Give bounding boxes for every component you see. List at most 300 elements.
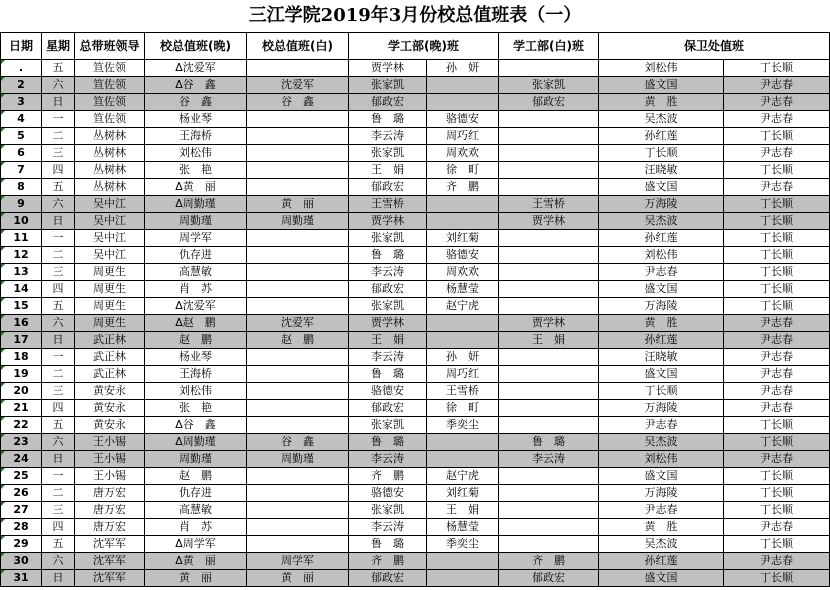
student-day-cell	[499, 468, 599, 485]
duty-night-cell: Δ黄 丽	[145, 179, 247, 196]
student-night-cell-1: 骆德安	[349, 485, 427, 502]
duty-day-cell	[247, 298, 349, 315]
weekday-cell: 日	[42, 332, 75, 349]
security-cell-2: 丁长顺	[724, 264, 830, 281]
date-cell: 13	[1, 264, 42, 281]
date-cell: 19	[1, 366, 42, 383]
duty-day-cell: 沈爱军	[247, 315, 349, 332]
table-row	[1, 349, 830, 366]
student-night-cell-1: 张家凯	[349, 417, 427, 434]
leader-cell: 丛树林	[75, 179, 145, 196]
table-row	[1, 434, 830, 451]
security-cell-2: 尹志春	[724, 145, 830, 162]
weekday-cell: 四	[42, 281, 75, 298]
leader-cell: 吴中江	[75, 196, 145, 213]
student-night-cell-2	[427, 213, 499, 230]
leader-cell: 丛树林	[75, 162, 145, 179]
student-night-cell-1: 李云涛	[349, 451, 427, 468]
duty-day-cell	[247, 179, 349, 196]
leader-cell: 周更生	[75, 281, 145, 298]
leader-cell: 沈军军	[75, 553, 145, 570]
duty-day-cell	[247, 128, 349, 145]
weekday-cell: 二	[42, 247, 75, 264]
leader-cell: 王小锡	[75, 451, 145, 468]
duty-day-cell	[247, 366, 349, 383]
leader-cell: 丛树林	[75, 128, 145, 145]
date-cell: 27	[1, 502, 42, 519]
weekday-cell: 一	[42, 230, 75, 247]
student-night-cell-1: 齐 鹏	[349, 553, 427, 570]
duty-night-cell: 赵 鹏	[145, 468, 247, 485]
duty-night-cell: 仇存进	[145, 485, 247, 502]
header-row	[1, 33, 830, 60]
student-night-cell-1: 张家凯	[349, 502, 427, 519]
student-night-cell-1: 郁政宏	[349, 94, 427, 111]
date-cell: 6	[1, 145, 42, 162]
weekday-cell: 二	[42, 128, 75, 145]
student-night-cell-2: 徐 町	[427, 162, 499, 179]
duty-day-cell	[247, 400, 349, 417]
security-cell-2: 丁长顺	[724, 502, 830, 519]
student-night-cell-1: 李云涛	[349, 519, 427, 536]
leader-cell: 周更生	[75, 264, 145, 281]
student-night-cell-2	[427, 434, 499, 451]
student-night-cell-2: 周欢欢	[427, 264, 499, 281]
duty-night-cell: 赵 鹏	[145, 332, 247, 349]
security-cell-1: 吴杰波	[599, 536, 724, 553]
weekday-cell: 三	[42, 383, 75, 400]
student-day-cell	[499, 383, 599, 400]
student-night-cell-1: 鲁 璐	[349, 536, 427, 553]
student-night-cell-2: 刘红菊	[427, 230, 499, 247]
student-night-cell-2: 王 娟	[427, 502, 499, 519]
duty-night-cell: 杨业琴	[145, 111, 247, 128]
security-cell-1: 汪晓敏	[599, 162, 724, 179]
duty-night-cell: 王海桥	[145, 128, 247, 145]
security-cell-1: 吴杰波	[599, 434, 724, 451]
student-night-cell-1: 李云涛	[349, 349, 427, 366]
student-night-cell-1: 贾学林	[349, 213, 427, 230]
duty-day-cell	[247, 264, 349, 281]
duty-night-cell: 刘松伟	[145, 145, 247, 162]
student-day-cell	[499, 502, 599, 519]
student-day-cell	[499, 519, 599, 536]
security-cell-1: 万海陵	[599, 400, 724, 417]
security-cell-2: 丁长顺	[724, 536, 830, 553]
security-cell-2: 丁长顺	[724, 247, 830, 264]
weekday-cell: 一	[42, 111, 75, 128]
duty-table	[0, 32, 830, 587]
duty-night-cell: 周勤瑾	[145, 451, 247, 468]
student-night-cell-2: 徐 町	[427, 400, 499, 417]
date-cell: 7	[1, 162, 42, 179]
leader-cell: 笪佐领	[75, 77, 145, 94]
weekday-cell: 四	[42, 162, 75, 179]
date-cell: 24	[1, 451, 42, 468]
table-row	[1, 485, 830, 502]
header-weekday: 星期	[42, 33, 75, 60]
security-cell-2: 尹志春	[724, 519, 830, 536]
weekday-cell: 五	[42, 298, 75, 315]
student-night-cell-2: 骆德安	[427, 111, 499, 128]
security-cell-2: 尹志春	[724, 553, 830, 570]
leader-cell: 笪佐领	[75, 94, 145, 111]
security-cell-2: 丁长顺	[724, 298, 830, 315]
table-row	[1, 536, 830, 553]
student-night-cell-1: 张家凯	[349, 230, 427, 247]
leader-cell: 周更生	[75, 298, 145, 315]
table-row	[1, 553, 830, 570]
student-night-cell-2: 刘红菊	[427, 485, 499, 502]
table-row	[1, 128, 830, 145]
weekday-cell: 五	[42, 179, 75, 196]
student-night-cell-1: 贾学林	[349, 315, 427, 332]
student-night-cell-1: 王雪桥	[349, 196, 427, 213]
leader-cell: 唐万宏	[75, 502, 145, 519]
security-cell-2: 丁长顺	[724, 485, 830, 502]
security-cell-2: 尹志春	[724, 94, 830, 111]
duty-day-cell	[247, 417, 349, 434]
leader-cell: 吴中江	[75, 213, 145, 230]
leader-cell: 武正林	[75, 366, 145, 383]
student-night-cell-1: 李云涛	[349, 264, 427, 281]
table-row	[1, 519, 830, 536]
security-cell-2: 尹志春	[724, 332, 830, 349]
date-cell: 10	[1, 213, 42, 230]
security-cell-2: 丁长顺	[724, 281, 830, 298]
security-cell-2: 尹志春	[724, 315, 830, 332]
security-cell-1: 黄 胜	[599, 94, 724, 111]
student-night-cell-2: 周欢欢	[427, 145, 499, 162]
student-day-cell	[499, 281, 599, 298]
table-row	[1, 502, 830, 519]
leader-cell: 黄安永	[75, 417, 145, 434]
student-night-cell-1: 鲁 璐	[349, 111, 427, 128]
date-cell: 2	[1, 77, 42, 94]
weekday-cell: 日	[42, 451, 75, 468]
security-cell-1: 万海陵	[599, 196, 724, 213]
student-day-cell	[499, 485, 599, 502]
duty-night-cell: 周学军	[145, 230, 247, 247]
security-cell-2: 尹志春	[724, 383, 830, 400]
student-day-cell: 郁政宏	[499, 570, 599, 587]
table-row	[1, 298, 830, 315]
duty-night-cell: 黄 丽	[145, 570, 247, 587]
student-night-cell-1: 郁政宏	[349, 179, 427, 196]
table-row	[1, 94, 830, 111]
student-night-cell-1: 齐 鹏	[349, 468, 427, 485]
duty-night-cell: 刘松伟	[145, 383, 247, 400]
table-row	[1, 315, 830, 332]
student-night-cell-1: 郁政宏	[349, 400, 427, 417]
duty-night-cell: Δ谷 鑫	[145, 417, 247, 434]
table-row	[1, 213, 830, 230]
student-day-cell	[499, 298, 599, 315]
duty-night-cell: 肖 苏	[145, 281, 247, 298]
student-night-cell-2: 周巧红	[427, 366, 499, 383]
student-night-cell-1: 张家凯	[349, 77, 427, 94]
weekday-cell: 六	[42, 315, 75, 332]
duty-day-cell	[247, 349, 349, 366]
student-night-cell-1: 骆德安	[349, 383, 427, 400]
student-night-cell-2: 周巧红	[427, 128, 499, 145]
student-day-cell	[499, 366, 599, 383]
student-day-cell: 鲁 璐	[499, 434, 599, 451]
student-night-cell-2: 季奕尘	[427, 536, 499, 553]
weekday-cell: 日	[42, 213, 75, 230]
security-cell-2: 丁长顺	[724, 570, 830, 587]
student-day-cell	[499, 230, 599, 247]
duty-night-cell: Δ赵 鹏	[145, 315, 247, 332]
security-cell-1: 黄 胜	[599, 315, 724, 332]
date-cell: 16	[1, 315, 42, 332]
duty-day-cell	[247, 60, 349, 77]
student-night-cell-2: 杨慧莹	[427, 281, 499, 298]
date-cell: 25	[1, 468, 42, 485]
duty-day-cell: 周勤瑾	[247, 451, 349, 468]
student-night-cell-2: 孙 妍	[427, 349, 499, 366]
table-body	[1, 60, 830, 587]
student-day-cell	[499, 536, 599, 553]
weekday-cell: 五	[42, 60, 75, 77]
student-night-cell-1: 鲁 璐	[349, 247, 427, 264]
student-night-cell-2	[427, 332, 499, 349]
duty-night-cell: 周勤瑾	[145, 213, 247, 230]
security-cell-1: 吴杰波	[599, 213, 724, 230]
weekday-cell: 一	[42, 349, 75, 366]
table-row	[1, 332, 830, 349]
weekday-cell: 六	[42, 77, 75, 94]
duty-day-cell: 黄 丽	[247, 196, 349, 213]
student-night-cell-1: 鲁 璐	[349, 366, 427, 383]
date-cell: 18	[1, 349, 42, 366]
security-cell-2: 丁长顺	[724, 128, 830, 145]
weekday-cell: 日	[42, 94, 75, 111]
leader-cell: 笪佐领	[75, 60, 145, 77]
student-night-cell-2: 杨慧莹	[427, 519, 499, 536]
duty-day-cell	[247, 519, 349, 536]
table-row	[1, 281, 830, 298]
date-cell: 21	[1, 400, 42, 417]
security-cell-1: 孙红莲	[599, 553, 724, 570]
student-night-cell-2: 孙 妍	[427, 60, 499, 77]
student-day-cell: 张家凯	[499, 77, 599, 94]
weekday-cell: 六	[42, 553, 75, 570]
security-cell-2: 尹志春	[724, 400, 830, 417]
header-duty-day: 校总值班(白)	[247, 33, 349, 60]
student-night-cell-1: 鲁 璐	[349, 434, 427, 451]
duty-day-cell	[247, 383, 349, 400]
student-day-cell: 郁政宏	[499, 94, 599, 111]
leader-cell: 沈军军	[75, 570, 145, 587]
table-row	[1, 162, 830, 179]
duty-day-cell: 周学军	[247, 553, 349, 570]
header-leader: 总带班领导	[75, 33, 145, 60]
date-cell: 11	[1, 230, 42, 247]
table-row	[1, 247, 830, 264]
security-cell-1: 孙红莲	[599, 230, 724, 247]
student-night-cell-1: 王 娟	[349, 332, 427, 349]
duty-night-cell: 张 艳	[145, 400, 247, 417]
duty-night-cell: Δ沈爱军	[145, 60, 247, 77]
leader-cell: 吴中江	[75, 230, 145, 247]
weekday-cell: 四	[42, 400, 75, 417]
security-cell-1: 盛文国	[599, 366, 724, 383]
duty-day-cell	[247, 536, 349, 553]
duty-night-cell: Δ黄 丽	[145, 553, 247, 570]
security-cell-2: 尹志春	[724, 366, 830, 383]
security-cell-1: 盛文国	[599, 281, 724, 298]
duty-day-cell: 谷 鑫	[247, 434, 349, 451]
student-night-cell-2: 骆德安	[427, 247, 499, 264]
student-day-cell: 王雪桥	[499, 196, 599, 213]
duty-day-cell	[247, 162, 349, 179]
weekday-cell: 四	[42, 519, 75, 536]
student-night-cell-1: 李云涛	[349, 128, 427, 145]
security-cell-1: 尹志春	[599, 417, 724, 434]
date-cell: 14	[1, 281, 42, 298]
header-security: 保卫处值班	[599, 33, 830, 60]
student-day-cell: 齐 鹏	[499, 553, 599, 570]
weekday-cell: 六	[42, 196, 75, 213]
leader-cell: 王小锡	[75, 434, 145, 451]
leader-cell: 武正林	[75, 332, 145, 349]
security-cell-1: 盛文国	[599, 570, 724, 587]
duty-night-cell: Δ沈爱军	[145, 298, 247, 315]
duty-night-cell: 王海桥	[145, 366, 247, 383]
table-row	[1, 383, 830, 400]
security-cell-2: 尹志春	[724, 451, 830, 468]
header-date: 日期	[1, 33, 42, 60]
duty-night-cell: 高慧敏	[145, 502, 247, 519]
duty-night-cell: 张 艳	[145, 162, 247, 179]
student-day-cell	[499, 400, 599, 417]
security-cell-2: 丁长顺	[724, 230, 830, 247]
table-row	[1, 111, 830, 128]
leader-cell: 沈军军	[75, 536, 145, 553]
date-cell: 3	[1, 94, 42, 111]
security-cell-1: 刘松伟	[599, 451, 724, 468]
leader-cell: 黄安永	[75, 383, 145, 400]
student-day-cell	[499, 111, 599, 128]
security-cell-1: 黄 胜	[599, 519, 724, 536]
date-cell: 20	[1, 383, 42, 400]
student-night-cell-2	[427, 77, 499, 94]
student-day-cell	[499, 128, 599, 145]
duty-day-cell	[247, 111, 349, 128]
student-day-cell	[499, 179, 599, 196]
duty-day-cell: 谷 鑫	[247, 94, 349, 111]
duty-day-cell	[247, 145, 349, 162]
student-night-cell-2: 王雪桥	[427, 383, 499, 400]
date-cell: 9	[1, 196, 42, 213]
weekday-cell: 五	[42, 536, 75, 553]
security-cell-1: 尹志春	[599, 502, 724, 519]
duty-day-cell: 赵 鹏	[247, 332, 349, 349]
table-row	[1, 417, 830, 434]
student-night-cell-2: 季奕尘	[427, 417, 499, 434]
leader-cell: 唐万宏	[75, 485, 145, 502]
security-cell-2: 丁长顺	[724, 196, 830, 213]
student-day-cell: 王 娟	[499, 332, 599, 349]
duty-night-cell: 肖 苏	[145, 519, 247, 536]
table-row	[1, 366, 830, 383]
weekday-cell: 日	[42, 570, 75, 587]
student-night-cell-2: 赵宁虎	[427, 298, 499, 315]
student-day-cell	[499, 145, 599, 162]
security-cell-2: 尹志春	[724, 349, 830, 366]
header-student-affairs-night: 学工部(晚)班	[349, 33, 499, 60]
duty-night-cell: 仇存进	[145, 247, 247, 264]
student-day-cell	[499, 162, 599, 179]
student-night-cell-2: 赵宁虎	[427, 468, 499, 485]
student-night-cell-1: 张家凯	[349, 145, 427, 162]
date-cell: 30	[1, 553, 42, 570]
weekday-cell: 五	[42, 417, 75, 434]
duty-day-cell	[247, 502, 349, 519]
date-cell: 5	[1, 128, 42, 145]
date-cell: 26	[1, 485, 42, 502]
student-day-cell	[499, 349, 599, 366]
student-night-cell-1: 郁政宏	[349, 281, 427, 298]
leader-cell: 唐万宏	[75, 519, 145, 536]
date-cell: 28	[1, 519, 42, 536]
student-night-cell-2	[427, 570, 499, 587]
leader-cell: 武正林	[75, 349, 145, 366]
duty-night-cell: Δ周学军	[145, 536, 247, 553]
weekday-cell: 三	[42, 264, 75, 281]
student-night-cell-2	[427, 196, 499, 213]
date-cell: 4	[1, 111, 42, 128]
leader-cell: 丛树林	[75, 145, 145, 162]
student-day-cell: 贾学林	[499, 213, 599, 230]
student-day-cell: 李云涛	[499, 451, 599, 468]
table-row	[1, 400, 830, 417]
table-row	[1, 451, 830, 468]
leader-cell: 黄安永	[75, 400, 145, 417]
security-cell-1: 刘松伟	[599, 247, 724, 264]
table-row	[1, 264, 830, 281]
table-row	[1, 60, 830, 77]
date-cell: 12	[1, 247, 42, 264]
student-night-cell-1: 郁政宏	[349, 570, 427, 587]
student-day-cell	[499, 60, 599, 77]
duty-day-cell	[247, 468, 349, 485]
security-cell-2: 尹志春	[724, 77, 830, 94]
header-duty-night: 校总值班(晚)	[145, 33, 247, 60]
weekday-cell: 二	[42, 366, 75, 383]
duty-day-cell	[247, 485, 349, 502]
weekday-cell: 六	[42, 434, 75, 451]
security-cell-1: 丁长顺	[599, 145, 724, 162]
student-day-cell: 贾学林	[499, 315, 599, 332]
duty-day-cell	[247, 247, 349, 264]
date-cell: 17	[1, 332, 42, 349]
duty-day-cell	[247, 281, 349, 298]
student-night-cell-1: 张家凯	[349, 298, 427, 315]
leader-cell: 笪佐领	[75, 111, 145, 128]
security-cell-2: 尹志春	[724, 179, 830, 196]
student-night-cell-1: 王 娟	[349, 162, 427, 179]
duty-day-cell: 沈爱军	[247, 77, 349, 94]
security-cell-1: 盛文国	[599, 468, 724, 485]
date-cell: 31	[1, 570, 42, 587]
student-day-cell	[499, 417, 599, 434]
duty-day-cell	[247, 230, 349, 247]
date-cell: 15	[1, 298, 42, 315]
duty-night-cell: 高慧敏	[145, 264, 247, 281]
date-cell: 23	[1, 434, 42, 451]
